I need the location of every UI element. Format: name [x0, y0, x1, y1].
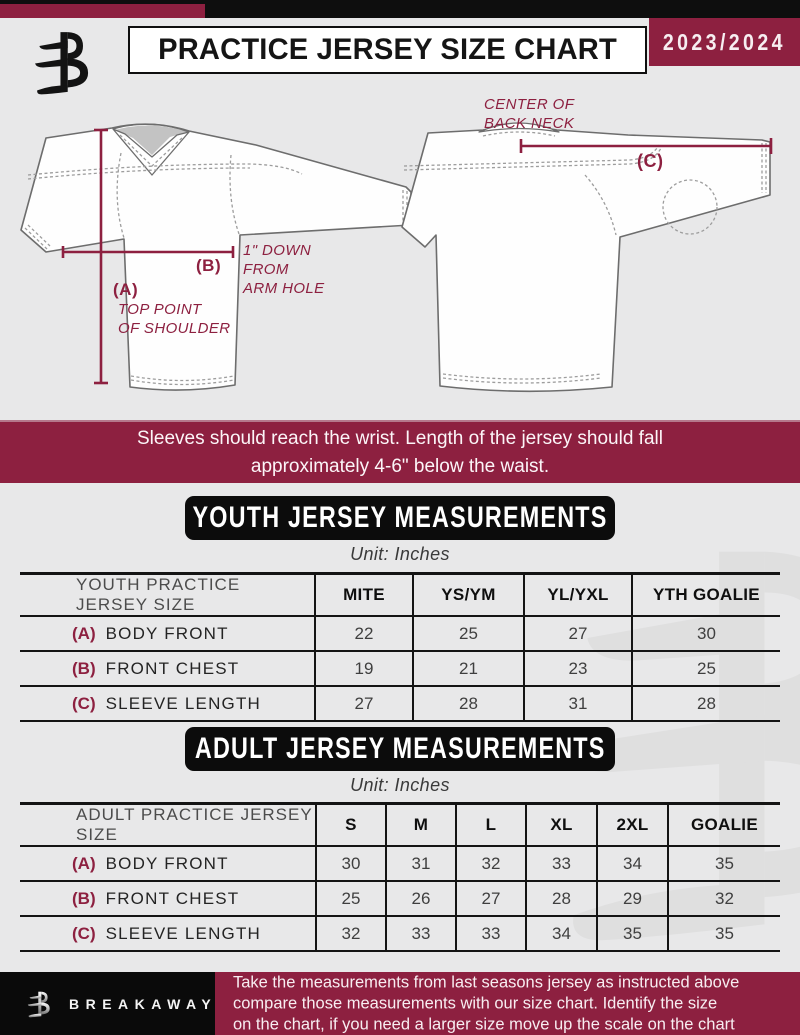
cell-value: 31 [524, 686, 632, 721]
adult-unit-label: Unit: Inches [350, 775, 450, 795]
table-row [20, 686, 780, 721]
table-row [20, 616, 780, 651]
table-row [20, 846, 780, 881]
row-label: SLEEVE LENGTH [105, 693, 262, 713]
cell-value: 32 [316, 916, 386, 951]
cell-value: 29 [597, 881, 668, 916]
cell-value: 34 [597, 846, 668, 881]
youth-col-header: MITE [315, 574, 413, 617]
label-c-desc: CENTER OF BACK NECK [484, 96, 575, 132]
cell-value: 28 [632, 686, 780, 721]
cell-value: 30 [632, 616, 780, 651]
table-row [20, 881, 780, 916]
cell-value: 26 [386, 881, 456, 916]
row-label: FRONT CHEST [105, 888, 240, 908]
cell-value: 32 [456, 846, 526, 881]
label-a-desc: TOP POINT OF SHOULDER [118, 301, 231, 337]
cell-value: 31 [386, 846, 456, 881]
table-row [20, 651, 780, 686]
cell-value: 27 [456, 881, 526, 916]
jersey-diagrams [0, 95, 800, 420]
footer-brand-text: BREAKAWAY [69, 995, 218, 1012]
youth-col-header: YS/YM [413, 574, 524, 617]
fit-note-line1: Sleeves should reach the wrist. Length of the jersey should fall [137, 427, 663, 449]
cell-value: 25 [316, 881, 386, 916]
row-key: (C) [72, 923, 96, 943]
row-key: (B) [72, 658, 96, 678]
cell-value: 25 [413, 616, 524, 651]
page-title: PRACTICE JERSEY SIZE CHART [158, 33, 617, 66]
youth-col-header: YTH GOALIE [632, 574, 780, 617]
adult-table-underline [20, 950, 780, 952]
cell-value: 33 [456, 916, 526, 951]
footer [0, 972, 800, 1035]
cell-value: 28 [413, 686, 524, 721]
adult-col-header: XL [526, 804, 597, 847]
adult-col-header: ADULT PRACTICE JERSEY SIZE [20, 804, 316, 847]
cell-value: 30 [316, 846, 386, 881]
label-b-desc: 1" DOWN FROM ARM HOLE [243, 242, 325, 297]
cell-value: 21 [413, 651, 524, 686]
jersey-diagram-svg [0, 95, 800, 420]
adult-col-header: GOALIE [668, 804, 780, 847]
top-accent-band [0, 0, 800, 18]
cell-value: 23 [524, 651, 632, 686]
breakaway-b-logo-small [26, 987, 56, 1021]
row-key: (A) [72, 623, 96, 643]
row-key: (B) [72, 888, 96, 908]
row-key: (C) [72, 693, 96, 713]
youth-section-title: YOUTH JERSEY MEASUREMENTS [185, 496, 615, 540]
cell-value: 32 [668, 881, 780, 916]
row-label: BODY FRONT [105, 623, 229, 643]
label-c: (C) [637, 151, 664, 171]
adult-col-header: S [316, 804, 386, 847]
cell-value: 33 [386, 916, 456, 951]
cell-value: 25 [632, 651, 780, 686]
season-badge [649, 18, 800, 66]
adult-section-title: ADULT JERSEY MEASUREMENTS [185, 727, 615, 771]
cell-value: 27 [524, 616, 632, 651]
cell-value: 34 [526, 916, 597, 951]
youth-col-header: YL/YXL [524, 574, 632, 617]
youth-unit-label: Unit: Inches [350, 544, 450, 564]
breakaway-b-logo [29, 22, 105, 102]
cell-value: 27 [315, 686, 413, 721]
cell-value: 35 [597, 916, 668, 951]
youth-size-table [20, 572, 780, 722]
adult-col-header: L [456, 804, 526, 847]
row-label: FRONT CHEST [105, 658, 240, 678]
cell-value: 28 [526, 881, 597, 916]
cell-value: 33 [526, 846, 597, 881]
fit-note-banner [0, 420, 800, 483]
top-accent-band-maroon [0, 4, 205, 18]
adult-table-header-row [20, 804, 780, 847]
adult-col-header: M [386, 804, 456, 847]
fit-note-line2: approximately 4-6" below the waist. [250, 455, 550, 477]
cell-value: 35 [668, 846, 780, 881]
label-a: (A) [113, 280, 139, 299]
footer-brand-block [0, 972, 218, 1035]
cell-value: 35 [668, 916, 780, 951]
back-jersey-drawing [402, 123, 770, 391]
table-row [20, 916, 780, 951]
youth-table-underline [20, 720, 780, 722]
row-key: (A) [72, 853, 96, 873]
adult-size-table [20, 802, 780, 952]
row-label: BODY FRONT [105, 853, 229, 873]
youth-table-header-row [20, 574, 780, 617]
footer-instructions: Take the measurements from last seasons jersey as instructed above compare those measurements with our size chart. Identify the size on the chart, if you need a larger size move up the scale on the chart [233, 973, 740, 1033]
youth-col-header: YOUTH PRACTICE JERSEY SIZE [20, 574, 315, 617]
row-label: SLEEVE LENGTH [105, 923, 262, 943]
cell-value: 19 [315, 651, 413, 686]
cell-value: 22 [315, 616, 413, 651]
page-title-box [128, 26, 647, 74]
adult-col-header: 2XL [597, 804, 668, 847]
label-b: (B) [196, 256, 222, 275]
season-text: 2023/2024 [662, 28, 787, 55]
